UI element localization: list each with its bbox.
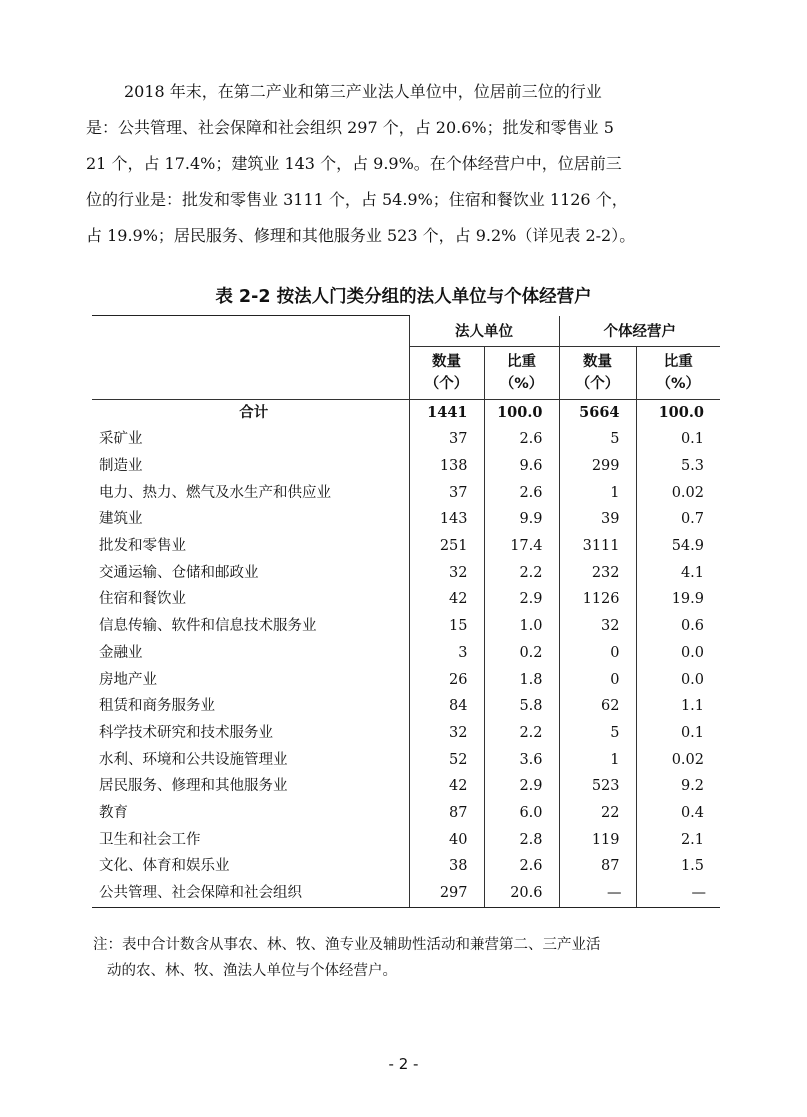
cell-legal-share: 2.2 xyxy=(484,720,559,747)
cell-legal-share: 2.2 xyxy=(484,560,559,587)
row-name: 制造业 xyxy=(99,457,143,474)
cell-household-share: 1.5 xyxy=(636,853,720,880)
table-row xyxy=(92,720,720,747)
cell-legal-count: 42 xyxy=(409,586,484,613)
cell-legal-count: 15 xyxy=(409,613,484,640)
intro-paragraph xyxy=(86,74,738,254)
table-row xyxy=(92,773,720,800)
table-row xyxy=(92,640,720,667)
cell-household-count: 523 xyxy=(559,773,636,800)
table-group-header-row xyxy=(92,316,720,347)
cell-household-count: 5 xyxy=(559,720,636,747)
cell-household-share: 0.0 xyxy=(636,640,720,667)
cell-legal-count: 37 xyxy=(409,480,484,507)
cell-household-share: 0.0 xyxy=(636,667,720,694)
paragraph-line: 位的行业是：批发和零售业 3111 个，占 54.9%；住宿和餐饮业 1126 个， xyxy=(86,190,628,209)
footnote-line: 注：表中合计数含从事农、林、牧、渔专业及辅助性活动和兼营第二、三产业活 xyxy=(93,937,601,953)
row-name: 租赁和商务服务业 xyxy=(99,698,215,715)
cell-household-count: 5 xyxy=(559,426,636,453)
cell-household-share: 19.9 xyxy=(636,586,720,613)
cell-household-count: 39 xyxy=(559,506,636,533)
cell-household-count: 3111 xyxy=(559,533,636,560)
cell-legal-share: 2.8 xyxy=(484,827,559,854)
row-name: 金融业 xyxy=(99,644,143,661)
cell-household-share: 0.02 xyxy=(636,747,720,774)
cell-legal-count: 87 xyxy=(409,800,484,827)
sub-header-share: 比重 （%） xyxy=(636,346,720,399)
cell-household-count: 299 xyxy=(559,453,636,480)
row-name: 水利、环境和公共设施管理业 xyxy=(99,751,288,768)
cell-legal-count: 1441 xyxy=(409,399,484,426)
table-row xyxy=(92,667,720,694)
cell-household-count: 87 xyxy=(559,853,636,880)
table-total-row xyxy=(92,399,720,426)
paragraph-line: 是：公共管理、社会保障和社会组织 297 个，占 20.6%；批发和零售业 5 xyxy=(86,118,614,137)
row-name: 居民服务、修理和其他服务业 xyxy=(99,778,288,795)
cell-household-share: 5.3 xyxy=(636,453,720,480)
cell-legal-count: 138 xyxy=(409,453,484,480)
cell-household-share: 4.1 xyxy=(636,560,720,587)
table-row xyxy=(92,453,720,480)
cell-legal-count: 52 xyxy=(409,747,484,774)
cell-legal-count: 3 xyxy=(409,640,484,667)
cell-legal-count: 40 xyxy=(409,827,484,854)
cell-legal-share: 2.6 xyxy=(484,480,559,507)
row-name: 房地产业 xyxy=(99,671,157,688)
table-row xyxy=(92,480,720,507)
cell-legal-count: 32 xyxy=(409,560,484,587)
data-table xyxy=(92,315,720,908)
cell-household-count: — xyxy=(559,880,636,907)
table-row xyxy=(92,880,720,907)
row-name: 合计 xyxy=(239,404,269,421)
sub-header-share: 比重 （%） xyxy=(484,346,559,399)
cell-legal-share: 17.4 xyxy=(484,533,559,560)
cell-legal-count: 32 xyxy=(409,720,484,747)
cell-household-share: 0.02 xyxy=(636,480,720,507)
cell-household-share: 54.9 xyxy=(636,533,720,560)
cell-household-share: — xyxy=(636,880,720,907)
cell-household-share: 1.1 xyxy=(636,693,720,720)
cell-household-share: 0.4 xyxy=(636,800,720,827)
cell-legal-share: 1.8 xyxy=(484,667,559,694)
cell-household-count: 62 xyxy=(559,693,636,720)
row-name: 信息传输、软件和信息技术服务业 xyxy=(99,618,317,635)
cell-household-count: 5664 xyxy=(559,399,636,426)
cell-legal-share: 9.9 xyxy=(484,506,559,533)
paragraph-line: 21 个，占 17.4%；建筑业 143 个，占 9.9%。在个体经营户中，位居前三 xyxy=(86,154,622,173)
cell-household-count: 32 xyxy=(559,613,636,640)
cell-household-count: 0 xyxy=(559,667,636,694)
table-row xyxy=(92,506,720,533)
cell-legal-share: 9.6 xyxy=(484,453,559,480)
table-row xyxy=(92,533,720,560)
cell-legal-count: 297 xyxy=(409,880,484,907)
cell-legal-share: 5.8 xyxy=(484,693,559,720)
cell-legal-share: 2.6 xyxy=(484,853,559,880)
cell-legal-count: 84 xyxy=(409,693,484,720)
table-row xyxy=(92,586,720,613)
table-row xyxy=(92,693,720,720)
cell-household-count: 0 xyxy=(559,640,636,667)
cell-legal-share: 2.9 xyxy=(484,773,559,800)
table-caption: 表 2-2 按法人门类分组的法人单位与个体经营户 xyxy=(215,287,592,307)
cell-household-share: 0.6 xyxy=(636,613,720,640)
cell-legal-share: 2.9 xyxy=(484,586,559,613)
row-name: 公共管理、社会保障和社会组织 xyxy=(92,880,409,907)
row-name: 建筑业 xyxy=(99,511,143,528)
cell-household-count: 22 xyxy=(559,800,636,827)
cell-household-share: 0.1 xyxy=(636,426,720,453)
cell-legal-count: 42 xyxy=(409,773,484,800)
row-name: 批发和零售业 xyxy=(99,538,186,555)
cell-household-count: 1 xyxy=(559,480,636,507)
cell-legal-share: 6.0 xyxy=(484,800,559,827)
table-row xyxy=(92,827,720,854)
cell-legal-count: 26 xyxy=(409,667,484,694)
group-header-legal-units: 法人单位 xyxy=(409,316,559,347)
cell-household-share: 9.2 xyxy=(636,773,720,800)
cell-legal-count: 143 xyxy=(409,506,484,533)
cell-legal-count: 37 xyxy=(409,426,484,453)
row-name: 教育 xyxy=(99,805,128,822)
cell-legal-share: 3.6 xyxy=(484,747,559,774)
cell-household-share: 0.1 xyxy=(636,720,720,747)
paragraph-line: 占 19.9%；居民服务、修理和其他服务业 523 个，占 9.2%（详见表 2-2）。 xyxy=(86,226,636,245)
cell-legal-share: 100.0 xyxy=(484,399,559,426)
row-name: 科学技术研究和技术服务业 xyxy=(99,724,273,741)
paragraph-line: 2018 年末，在第二产业和第三产业法人单位中，位居前三位的行业 xyxy=(124,82,602,101)
sub-header-count: 数量 （个） xyxy=(409,346,484,399)
footnote-line: 动的农、林、牧、渔法人单位与个体经营户。 xyxy=(107,963,397,979)
row-name: 卫生和社会工作 xyxy=(99,831,201,848)
table-row xyxy=(92,560,720,587)
cell-legal-share: 2.6 xyxy=(484,426,559,453)
cell-legal-share: 20.6 xyxy=(484,880,559,907)
cell-household-count: 1 xyxy=(559,747,636,774)
row-name: 住宿和餐饮业 xyxy=(99,591,186,608)
cell-household-share: 0.7 xyxy=(636,506,720,533)
cell-household-share: 100.0 xyxy=(636,399,720,426)
row-name: 电力、热力、燃气及水生产和供应业 xyxy=(99,484,331,501)
table-footnote xyxy=(93,932,733,984)
table-row xyxy=(92,613,720,640)
table-sub-header-row xyxy=(92,346,720,399)
cell-household-count: 119 xyxy=(559,827,636,854)
sub-header-count: 数量 （个） xyxy=(559,346,636,399)
row-name: 交通运输、仓储和邮政业 xyxy=(99,564,259,581)
cell-household-share: 2.1 xyxy=(636,827,720,854)
page-number: - 2 - xyxy=(388,1055,419,1073)
cell-legal-count: 38 xyxy=(409,853,484,880)
row-name: 采矿业 xyxy=(99,431,143,448)
group-header-individual-households: 个体经营户 xyxy=(559,316,720,347)
table-row xyxy=(92,800,720,827)
cell-household-count: 1126 xyxy=(559,586,636,613)
cell-legal-count: 251 xyxy=(409,533,484,560)
table-row xyxy=(92,426,720,453)
table-row xyxy=(92,853,720,880)
row-name: 文化、体育和娱乐业 xyxy=(99,858,230,875)
cell-household-count: 232 xyxy=(559,560,636,587)
cell-legal-share: 0.2 xyxy=(484,640,559,667)
table-row xyxy=(92,747,720,774)
cell-legal-share: 1.0 xyxy=(484,613,559,640)
